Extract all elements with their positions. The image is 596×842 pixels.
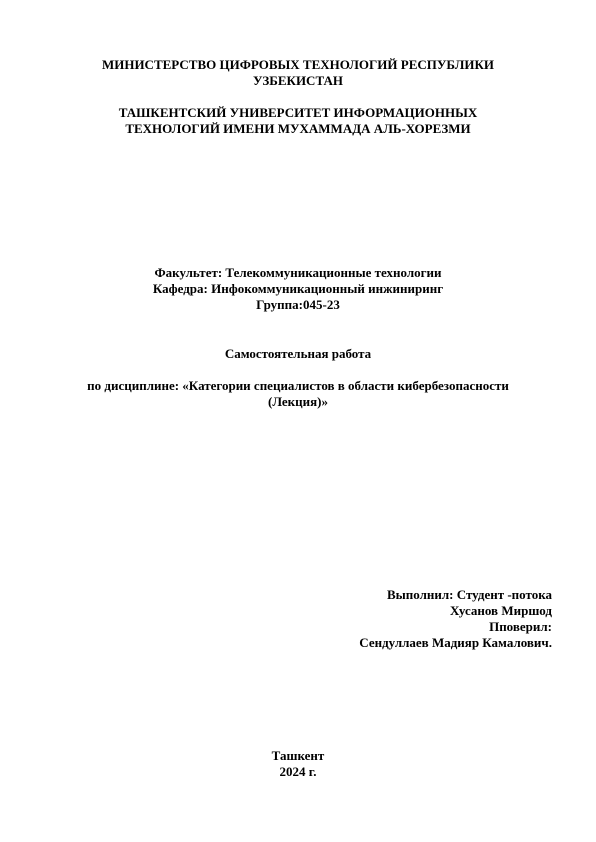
discipline-line2: (Лекция)» — [267, 394, 329, 409]
ministry-title-line2: УЗБЕКИСТАН — [253, 73, 343, 88]
work-title: Самостоятельная работа — [224, 346, 372, 361]
teacher-name: Сендуллаев Мадияр Камалович. — [359, 635, 552, 650]
checked-by-label: Пповерил: — [489, 619, 552, 634]
ministry-title-line1: МИНИСТЕРСТВО ЦИФРОВЫХ ТЕХНОЛОГИЙ РЕСПУБЛИКИ — [101, 57, 495, 72]
student-name: Хусанов Миршод — [449, 603, 552, 618]
university-title-line1: ТАШКЕНТСКИЙ УНИВЕРСИТЕТ ИНФОРМАЦИОННЫХ — [118, 105, 478, 120]
footer-year: 2024 г. — [279, 764, 317, 779]
footer-city: Ташкент — [271, 748, 325, 763]
group-line: Группа:045-23 — [256, 297, 340, 312]
performed-by-label: Выполнил: Студент -потока — [386, 587, 552, 602]
discipline-line1: по дисциплине: «Категории специалистов в области кибербезопасности — [87, 378, 509, 393]
faculty-line: Факультет: Телекоммуникационные технологии — [154, 265, 442, 280]
department-line: Кафедра: Инфокоммуникационный инжиниринг — [152, 281, 444, 296]
university-title-line2: ТЕХНОЛОГИЙ ИМЕНИ МУХАММАДА АЛЬ-ХОРЕЗМИ — [125, 121, 471, 136]
